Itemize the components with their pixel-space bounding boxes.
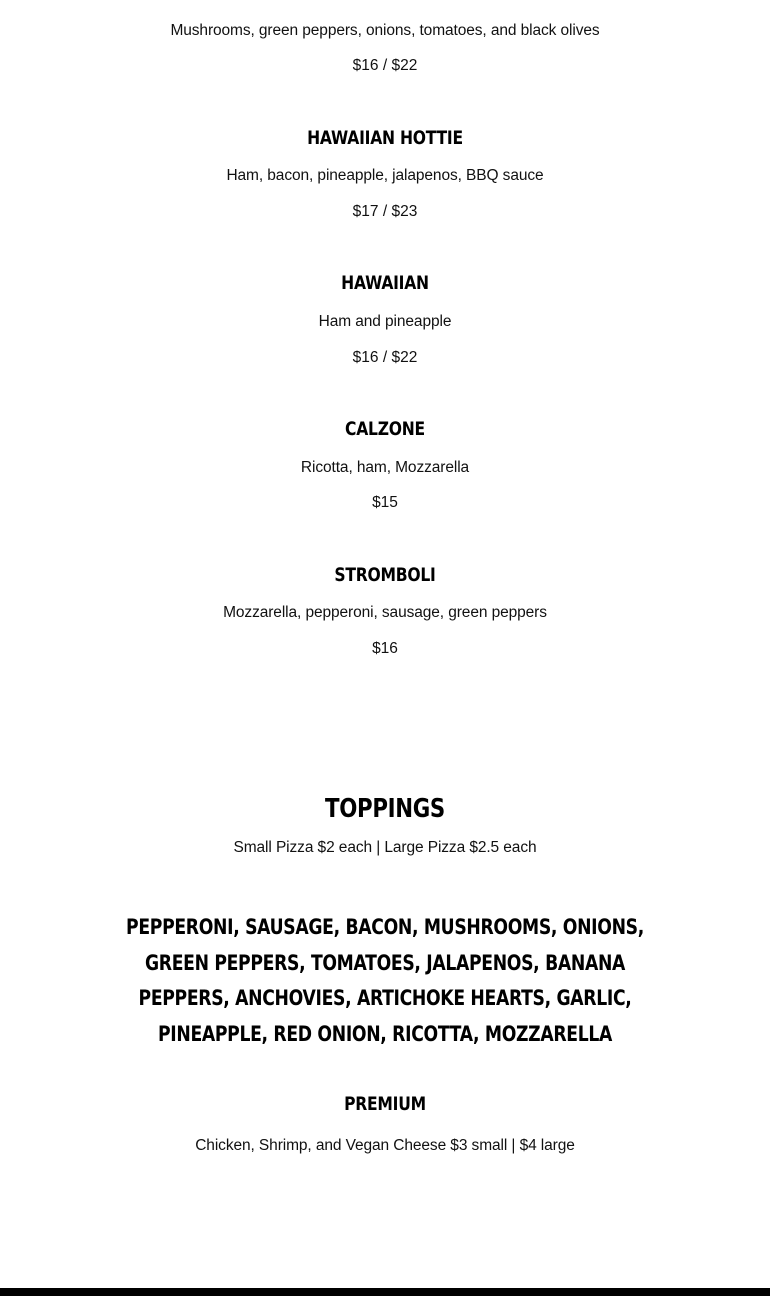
item-description: Mushrooms, green peppers, onions, tomatoes, and black olives bbox=[170, 22, 600, 39]
item-description: Ham and pineapple bbox=[318, 313, 452, 330]
premium-title: PREMIUM bbox=[344, 1093, 426, 1115]
item-price: $16 bbox=[372, 640, 398, 657]
item-description: Mozzarella, pepperoni, sausage, green peppers bbox=[223, 604, 547, 621]
footer-bar bbox=[0, 1288, 770, 1296]
item-description: Ham, bacon, pineapple, jalapenos, BBQ sauce bbox=[226, 167, 544, 184]
item-price: $15 bbox=[372, 494, 398, 511]
item-title-stromboli: STROMBOLI bbox=[334, 564, 436, 586]
toppings-title: TOPPINGS bbox=[325, 794, 445, 824]
item-price: $17 / $23 bbox=[352, 203, 418, 220]
item-title-hawaiian-hottie: HAWAIIAN HOTTIE bbox=[307, 127, 463, 149]
toppings-list: PEPPERONI, SAUSAGE, BACON, MUSHROOMS, ONIONS, GREEN PEPPERS, TOMATOES, JALAPENOS, BANANA PEPPERS, ANCHOVIES, ARTICHOKE HEARTS, GARLIC, PINEAPPLE, RED ONION, RICOTTA, MOZZARELLA bbox=[126, 915, 644, 1046]
premium-description: Chicken, Shrimp, and Vegan Cheese $3 small | $4 large bbox=[195, 1137, 575, 1154]
item-title-hawaiian: HAWAIIAN bbox=[341, 272, 429, 294]
toppings-pricing: Small Pizza $2 each | Large Pizza $2.5 each bbox=[233, 839, 537, 856]
item-price: $16 / $22 bbox=[352, 349, 418, 366]
item-title-calzone: CALZONE bbox=[345, 418, 425, 440]
item-description: Ricotta, ham, Mozzarella bbox=[300, 459, 470, 476]
item-price: $16 / $22 bbox=[352, 57, 418, 74]
